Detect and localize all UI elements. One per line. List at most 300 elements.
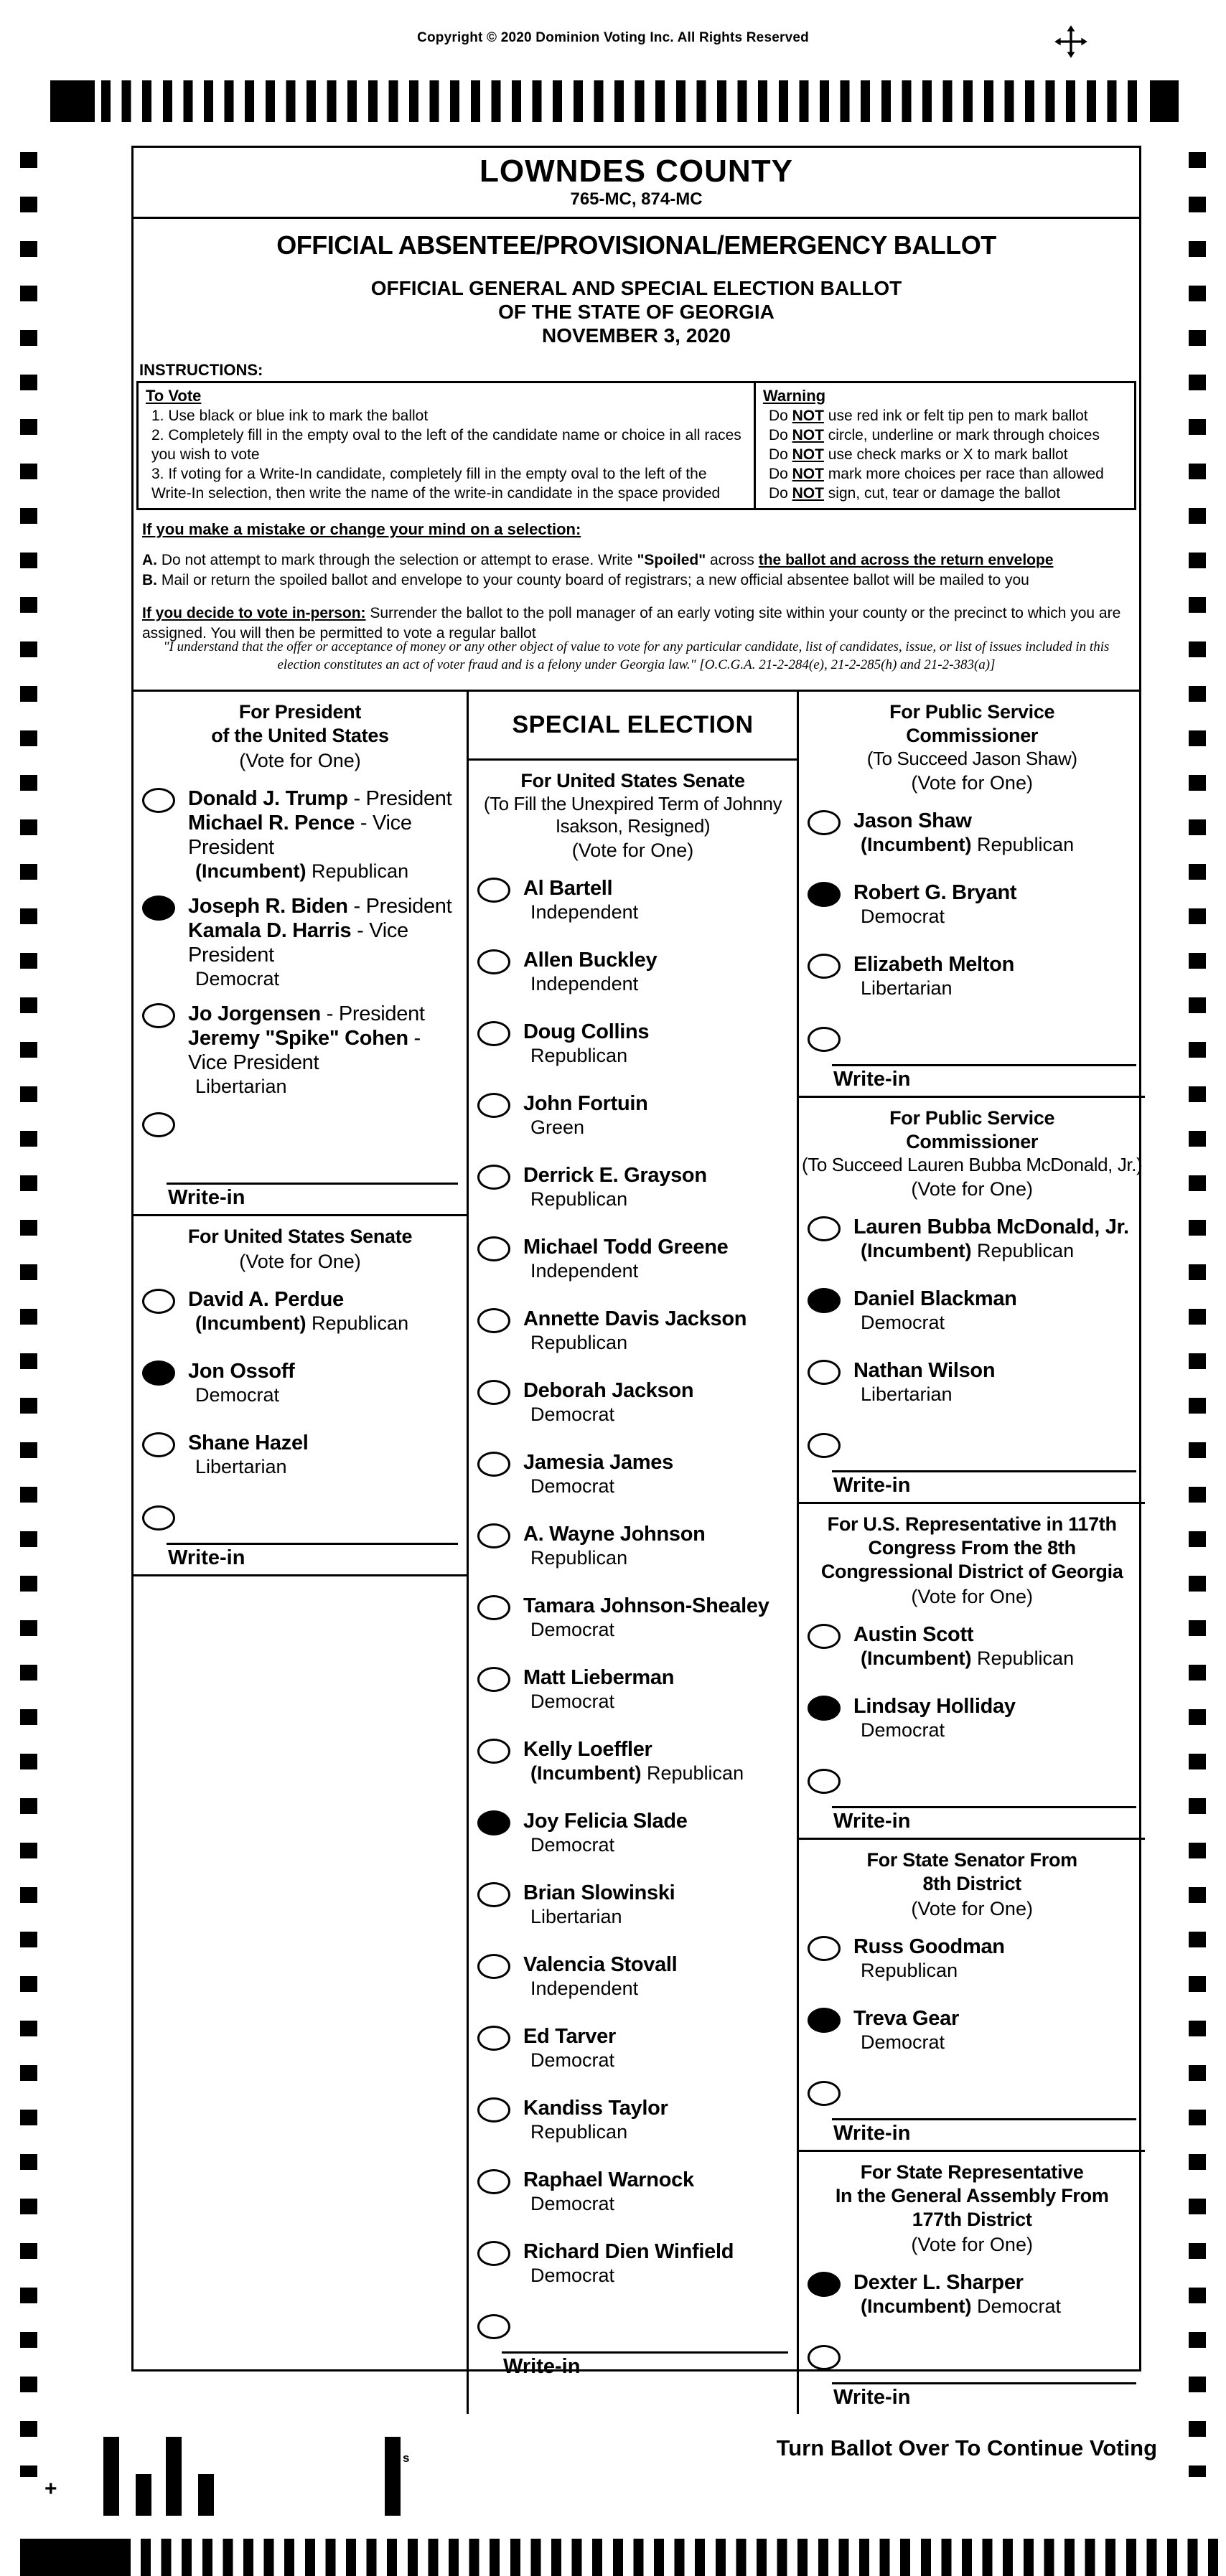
write-in-line[interactable] [832,1470,1136,1472]
write-in-line[interactable] [502,2351,788,2354]
candidate-name [523,1307,747,1331]
candidate-name [188,811,462,860]
race-title-line: Congressional District of Georgia [820,1561,1123,1582]
write-in-line[interactable] [167,1183,458,1185]
candidate-party [530,1116,648,1139]
candidate-option [469,1162,797,1233]
race-title-line: 177th District [912,2209,1032,2230]
empty-oval[interactable] [142,1432,175,1457]
candidate-name-bold: Russ Goodman [853,1935,1005,1958]
candidate-name [523,1378,693,1403]
timing-marks-left [20,152,37,2477]
race-us-senate-special [469,692,797,2383]
candidate-option [799,2269,1145,2341]
filled-oval[interactable] [142,1360,175,1386]
mistake-item-a: A. Do not attempt to mark through the selection or attempt to erase. Write "Spoiled" across the ballot and across the return envelope [142,552,1054,568]
party-name: Democrat [861,906,945,927]
candidate-text [523,1881,675,1929]
filled-oval[interactable] [808,2272,841,2297]
candidate-name-bold: Treva Gear [853,2007,959,2030]
party-name: Libertarian [861,1383,953,1405]
party-name: Republican [977,1240,1075,1261]
candidate-party [861,1719,1016,1742]
empty-oval[interactable] [477,1380,510,1405]
vote-for-instruction: (Vote for One) [911,1898,1033,1919]
party-name: Republican [977,1647,1075,1669]
race-options [134,785,467,1108]
race-subtitle-line: (To Succeed Jason Shaw) [866,748,1077,769]
candidate-option [469,1520,797,1592]
candidate-party [530,1403,693,1426]
vote-for-instruction: (Vote for One) [571,840,694,861]
race-title-line: For Public Service [889,1107,1055,1129]
candidate-name-bold: Austin Scott [853,1623,974,1646]
write-in-line[interactable] [832,1064,1136,1066]
candidate-option [469,1233,797,1305]
candidate-name-bold: Allen Buckley [523,949,658,972]
candidate-text [523,1020,649,1068]
to-vote-item: 3. If voting for a Write-In candidate, completely fill in the empty oval to the left of the Write-In selection, then write the name of the write-in candidate in the space provided [151,466,721,502]
candidate-name [523,2239,734,2264]
race-psc-mcdonald [799,1098,1145,1504]
race-header [799,692,1145,797]
race-state-rep-177 [799,2152,1145,2414]
candidate-party [530,1905,675,1929]
warning-item: Do NOT use red ink or felt tip pen to mark ballot [768,408,1088,424]
candidate-option [469,2095,797,2166]
empty-oval[interactable] [808,810,841,835]
title-area [134,219,1139,359]
candidate-text [523,876,638,924]
candidate-name [853,1622,1074,1647]
candidate-name-bold: Doug Collins [523,1020,650,1043]
candidate-option [799,951,1145,1023]
candidate-name [853,1694,1016,1719]
race-header [469,761,797,865]
vote-for-instruction: (Vote for One) [911,772,1033,794]
empty-oval[interactable] [477,2169,510,2194]
empty-oval[interactable] [808,1360,841,1385]
party-name: Democrat [861,2031,945,2053]
warning-item: Do NOT mark more choices per race than allowed [768,466,1104,482]
write-in-label: Write-in [503,2355,581,2378]
race-header [799,1098,1145,1203]
party-name: Independent [530,901,639,923]
candidate-party [195,1075,462,1099]
special-election-banner: SPECIAL ELECTION [469,692,797,761]
race-header [799,1840,1145,1923]
filled-oval[interactable] [477,1810,510,1835]
write-in-label: Write-in [833,1810,911,1833]
empty-oval[interactable] [477,1739,510,1764]
race-title-line: Commissioner [906,725,1039,746]
warning-title: Warning [762,387,826,405]
candidate-party [195,1383,294,1407]
to-vote-item: 2. Completely fill in the empty oval to the left of the candidate name or choice in all races you wish to vote [151,427,741,463]
vote-for-instruction: (Vote for One) [239,1251,361,1272]
write-in-oval[interactable] [808,1433,841,1458]
candidate-party [861,2031,959,2054]
race-options [469,875,797,2310]
candidate-text [188,1359,294,1407]
timing-bars [101,80,1143,122]
candidate-name [523,1665,674,1690]
race-header [799,2152,1145,2259]
candidate-option [799,2005,1145,2077]
stub-barcode-bar [198,2474,214,2516]
candidate-name-bold: Ed Tarver [523,2025,616,2048]
candidate-option [799,1933,1145,2005]
empty-oval[interactable] [477,2241,510,2266]
candidate-option [799,1621,1145,1693]
race-options [799,1933,1145,2077]
candidate-party [530,1188,707,1211]
empty-oval[interactable] [477,1093,510,1118]
instructions-box [136,381,1136,510]
write-in-row [799,1023,1145,1096]
warning-item: Do NOT use check marks or X to mark ballot [768,446,1068,463]
candidate-name-bold: Shane Hazel [188,1432,309,1454]
write-in-label: Write-in [833,1474,911,1497]
race-title-line: For United States Senate [187,1226,413,1247]
write-in-label: Write-in [168,1186,245,1209]
candidate-party [530,1690,674,1714]
candidate-name-bold: Brian Slowinski [523,1881,675,1904]
write-in-label: Write-in [833,1068,911,1091]
candidate-text [853,809,1074,857]
candidate-option [134,1358,467,1429]
write-in-oval[interactable] [808,1769,841,1794]
candidate-option [799,807,1145,879]
party-name: Republican [530,1547,628,1569]
candidate-name-bold: Kelly Loeffler [523,1738,652,1761]
candidate-name-bold: Deborah Jackson [523,1379,694,1402]
party-name: Democrat [530,2049,615,2071]
candidate-name-bold: Robert G. Bryant [853,881,1017,904]
party-name: Democrat [530,1691,615,1712]
registration-crosshair-icon [1054,24,1088,59]
candidate-text [523,1307,747,1355]
candidate-name-bold: Donald J. Trump [188,787,348,810]
empty-oval[interactable] [477,1667,510,1692]
incumbent-label: (Incumbent) [530,1762,647,1784]
candidate-name [188,894,462,918]
candidate-name [853,1358,995,1383]
party-name: Democrat [530,1834,615,1856]
candidate-text [188,1287,408,1335]
write-in-oval[interactable] [808,2081,841,2106]
empty-oval[interactable] [142,788,175,813]
race-title-line: 8th District [922,1873,1021,1894]
party-name: Independent [530,1978,639,1999]
registration-plus-mark: + [45,2477,57,2501]
write-in-row [799,2077,1145,2150]
to-vote-item: 1. Use black or blue ink to mark the ballot [151,408,429,424]
candidate-name [188,1026,462,1075]
candidate-name [188,918,462,967]
party-name: Republican [530,2121,628,2143]
candidate-party [861,905,1016,929]
candidate-option [469,1305,797,1377]
write-in-line[interactable] [167,1543,458,1545]
race-title-line: For State Representative [860,2161,1084,2183]
candidate-party [530,1762,744,1785]
empty-oval[interactable] [477,2026,510,2051]
empty-oval[interactable] [477,1523,510,1548]
candidate-text [523,1809,688,1857]
candidate-name-suffix: - President [347,895,452,918]
write-in-oval[interactable] [808,1027,841,1052]
write-in-row [134,1108,467,1214]
candidate-text [523,948,657,996]
write-in-label: Write-in [168,1546,245,1569]
empty-oval[interactable] [477,2097,510,2123]
race-header [134,692,467,775]
race-title-line: For U.S. Representative in 117th [827,1513,1117,1535]
ballot-title: OFFICIAL ABSENTEE/PROVISIONAL/EMERGENCY BALLOT [276,230,996,260]
race-psc-shaw [799,692,1145,1098]
candidate-name-bold: Derrick E. Grayson [523,1164,707,1187]
party-name: Democrat [530,1404,615,1425]
empty-oval[interactable] [477,1882,510,1907]
candidate-name-bold: David A. Perdue [188,1288,344,1311]
party-name: Democrat [977,2295,1062,2317]
timing-block-right [1150,80,1179,122]
candidate-name-bold: Lauren Bubba McDonald, Jr. [853,1216,1129,1238]
candidate-party [530,2192,694,2216]
candidate-name [853,1287,1017,1311]
stub-barcode-bar [385,2437,401,2516]
candidate-party [861,977,1014,1000]
timing-bars-bottom [141,2539,1226,2576]
mistake-item-b: B. Mail or return the spoiled ballot and envelope to your county board of registrars; a new official absentee ballot will be mailed to you [142,572,1029,588]
candidate-name-suffix: - Vice President [188,1027,421,1074]
candidate-name [523,1163,707,1188]
write-in-line[interactable] [832,1806,1136,1808]
incumbent-label: (Incumbent) [861,1647,977,1669]
candidate-name-bold: Richard Dien Winfield [523,2240,734,2263]
candidate-text [523,2024,616,2072]
candidate-option [134,1429,467,1501]
empty-oval[interactable] [808,954,841,979]
warning-panel [756,383,1134,508]
timing-block-bottom-left [20,2539,131,2576]
candidate-name-bold: John Fortuin [523,1092,648,1115]
candidate-name-bold: Lindsay Holliday [853,1695,1016,1718]
candidate-text [853,2270,1061,2318]
race-state-senator-8 [799,1840,1145,2152]
write-in-oval[interactable] [808,2345,841,2370]
candidate-option [469,2238,797,2310]
candidate-name [523,2024,616,2049]
candidate-text [188,1002,462,1099]
empty-oval[interactable] [808,1216,841,1241]
candidate-name [853,2006,959,2031]
candidate-name-bold: Matt Lieberman [523,1666,675,1689]
candidate-name [188,786,462,811]
race-title-line: For Public Service [889,701,1055,723]
candidate-party [530,972,657,996]
warning-item: Do NOT sign, cut, tear or damage the ballot [768,485,1061,502]
candidate-name [523,1522,706,1546]
candidate-text [523,1450,673,1498]
candidate-name-bold: Jamesia James [523,1451,673,1474]
stub-barcode-bar [136,2474,151,2516]
empty-oval[interactable] [477,1954,510,1979]
race-options [799,807,1145,1023]
write-in-oval[interactable] [142,1505,175,1531]
candidate-party [530,1331,747,1355]
candidate-text [523,2239,734,2288]
candidate-option [134,785,467,893]
party-name: Republican [312,860,409,882]
candidate-party [530,2049,616,2072]
candidate-name-suffix: - President [320,1002,425,1025]
race-subtitle-line: (To Fill the Unexpired Term of Johnny [483,793,782,814]
write-in-oval[interactable] [142,1112,175,1137]
candidate-option [799,1213,1145,1285]
party-name: Green [530,1117,585,1138]
election-title-line: OFFICIAL GENERAL AND SPECIAL ELECTION BALLOT [370,277,902,299]
filled-oval[interactable] [808,1288,841,1313]
write-in-line[interactable] [832,2382,1136,2384]
empty-oval[interactable] [477,1452,510,1477]
to-vote-title: To Vote [146,387,202,405]
candidate-name-bold: Kamala D. Harris [188,919,352,942]
empty-oval[interactable] [477,1595,510,1620]
write-in-line[interactable] [832,2118,1136,2120]
empty-oval[interactable] [808,1624,841,1649]
candidate-name [523,948,657,972]
party-name: Libertarian [530,1906,622,1927]
empty-oval[interactable] [477,878,510,903]
candidate-option [469,1018,797,1090]
candidate-party [861,833,1074,857]
candidate-party [861,2295,1061,2318]
filled-oval[interactable] [808,882,841,907]
race-options [134,1286,467,1501]
county-header [134,148,1139,219]
race-header [799,1504,1145,1611]
county-name: LOWNDES COUNTY [479,154,793,189]
empty-oval[interactable] [477,1236,510,1261]
candidate-option [134,1000,467,1108]
filled-oval[interactable] [142,896,175,921]
race-columns [134,690,1143,2414]
candidate-party [530,1044,649,1068]
party-name: Democrat [530,2265,615,2286]
candidate-name [523,1737,744,1762]
candidate-name [523,1952,677,1977]
race-title-line: Congress From the 8th [868,1537,1076,1559]
candidate-text [853,1935,1005,1983]
candidate-party [530,1475,673,1498]
candidate-name-bold: Joseph R. Biden [188,895,348,918]
candidate-party [530,901,638,924]
candidate-name [523,1450,673,1475]
candidate-text [853,880,1016,929]
empty-oval[interactable] [142,1003,175,1028]
party-name: Republican [530,1045,628,1066]
party-name: Democrat [195,968,280,989]
timing-marks-bottom [20,2539,1226,2576]
candidate-party [530,1977,677,2001]
candidate-name-bold: Michael R. Pence [188,812,355,835]
candidate-text [523,1594,769,1642]
empty-oval[interactable] [477,1308,510,1333]
write-in-row [469,2310,797,2383]
candidate-name [523,1235,728,1259]
candidate-name-bold: Dexter L. Sharper [853,2271,1024,2294]
candidate-name-suffix: - President [347,787,452,810]
race-title-line: Commissioner [906,1131,1039,1152]
candidate-name-bold: Jason Shaw [853,809,972,832]
candidate-option [469,1879,797,1951]
candidate-name-bold: Daniel Blackman [853,1287,1017,1310]
candidate-party [861,1311,1017,1335]
party-name: Democrat [195,1384,280,1406]
candidate-name [523,1091,648,1116]
candidate-text [523,1378,693,1426]
party-name: Libertarian [195,1456,287,1477]
candidate-option [799,1693,1145,1764]
empty-oval[interactable] [477,949,510,974]
candidate-option [469,1592,797,1664]
candidate-party [861,1959,1005,1983]
candidate-option [469,1090,797,1162]
candidate-name [523,1881,675,1905]
candidate-party [861,1383,995,1406]
candidate-party [530,1833,688,1857]
empty-oval[interactable] [142,1289,175,1314]
candidate-name-bold: Valencia Stovall [523,1953,678,1976]
filled-oval[interactable] [808,1696,841,1721]
empty-oval[interactable] [477,1165,510,1190]
vote-for-instruction: (Vote for One) [239,750,361,771]
write-in-oval[interactable] [477,2314,510,2339]
candidate-name-bold: Joy Felicia Slade [523,1810,688,1833]
to-vote-panel [139,383,756,508]
race-options [799,1621,1145,1764]
candidate-name [523,1594,769,1618]
party-name: Republican [647,1762,744,1784]
candidate-text [853,1694,1016,1742]
empty-oval[interactable] [477,1021,510,1046]
incumbent-label: (Incumbent) [195,1312,312,1334]
candidate-name [853,952,1014,977]
race-subtitle-line: Isakson, Resigned) [555,815,711,837]
timing-block-left [50,80,95,122]
candidate-option [469,875,797,946]
candidate-name [188,1431,309,1455]
race-title-line: of the United States [211,725,389,746]
filled-oval[interactable] [808,2008,841,2033]
candidate-option [469,1449,797,1520]
candidate-option [469,946,797,1018]
candidate-name [523,1020,649,1044]
race-title-line: In the General Assembly From [835,2185,1109,2206]
candidate-option [469,1377,797,1449]
empty-oval[interactable] [808,1936,841,1961]
candidate-name-bold: Al Bartell [523,877,613,900]
stub-barcode-bar [103,2437,119,2516]
party-name: Democrat [861,1719,945,1741]
candidate-text [523,1522,706,1570]
candidate-text [523,1737,744,1785]
vote-for-instruction: (Vote for One) [911,1586,1033,1607]
party-name: Independent [530,1260,639,1282]
race-president [134,692,467,1216]
